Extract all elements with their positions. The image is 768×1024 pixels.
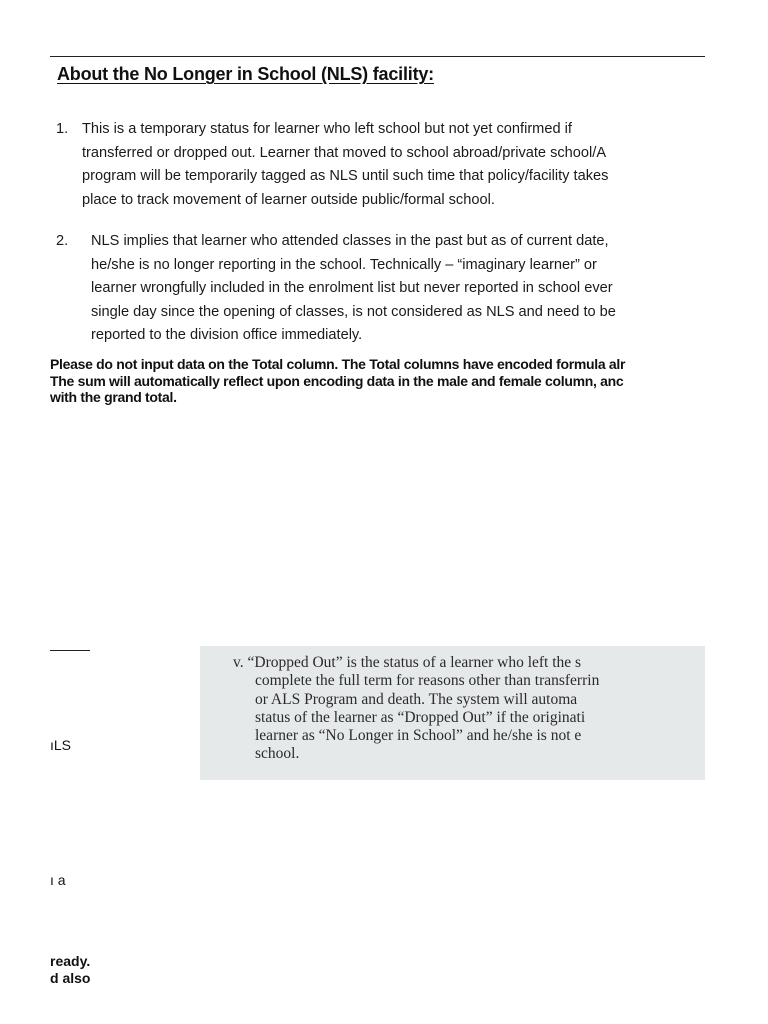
text-line: single day since the opening of classes, is not considered as NLS and need to be — [91, 303, 616, 320]
excerpt-line: or ALS Program and death. The system will automa — [255, 690, 578, 708]
scanned-excerpt — [200, 646, 705, 780]
fragment-line: d also — [50, 970, 91, 986]
text-line: he/she is no longer reporting in the school. Technically – “imaginary learner” or — [91, 256, 597, 273]
fragment-line: ready. — [50, 953, 91, 969]
list-item-number: 2. — [56, 233, 69, 249]
excerpt-line: complete the full term for reasons other than transferrin — [255, 672, 600, 690]
top-rule — [50, 56, 705, 57]
cropped-text-fragment: ı a — [50, 872, 66, 888]
text-line: place to track movement of learner outside public/formal school. — [82, 191, 495, 208]
text-line: This is a temporary status for learner who left school but not yet confirmed if — [82, 121, 572, 137]
short-rule — [50, 650, 90, 651]
excerpt-line: status of the learner as “Dropped Out” if the originati — [255, 708, 586, 726]
list-item-text — [91, 230, 705, 348]
excerpt-line: v. “Dropped Out” is the status of a learner who left the s — [233, 654, 582, 671]
text-line: transferred or dropped out. Learner that moved to school abroad/private school/A — [82, 144, 607, 161]
excerpt-line: school. — [255, 745, 300, 763]
total-column-note — [50, 356, 705, 406]
excerpt-line: learner as “No Longer in School” and he/she is not e — [255, 727, 582, 745]
text-line: learner wrongfully included in the enrolment list but never reported in school ever — [91, 280, 613, 296]
section-heading: About the No Longer in School (NLS) facility: — [57, 64, 434, 84]
text-line: program will be temporarily tagged as NLS until such time that policy/facility takes — [82, 168, 609, 184]
scanned-excerpt-text — [233, 654, 599, 764]
list-item-number: 1. — [56, 121, 69, 137]
note-line: The sum will automatically reflect upon encoding data in the male and female column, anc — [50, 372, 624, 389]
cropped-text-fragment: ıLS — [50, 737, 72, 753]
cropped-text-fragment — [50, 953, 90, 987]
text-line: reported to the division office immediately. — [91, 327, 363, 343]
text-line: NLS implies that learner who attended classes in the past but as of current date, — [91, 233, 609, 249]
note-line: with the grand total. — [50, 389, 177, 405]
list-item-text — [82, 118, 732, 212]
note-line: Please do not input data on the Total column. The Total columns have encoded formula alr — [50, 356, 626, 372]
